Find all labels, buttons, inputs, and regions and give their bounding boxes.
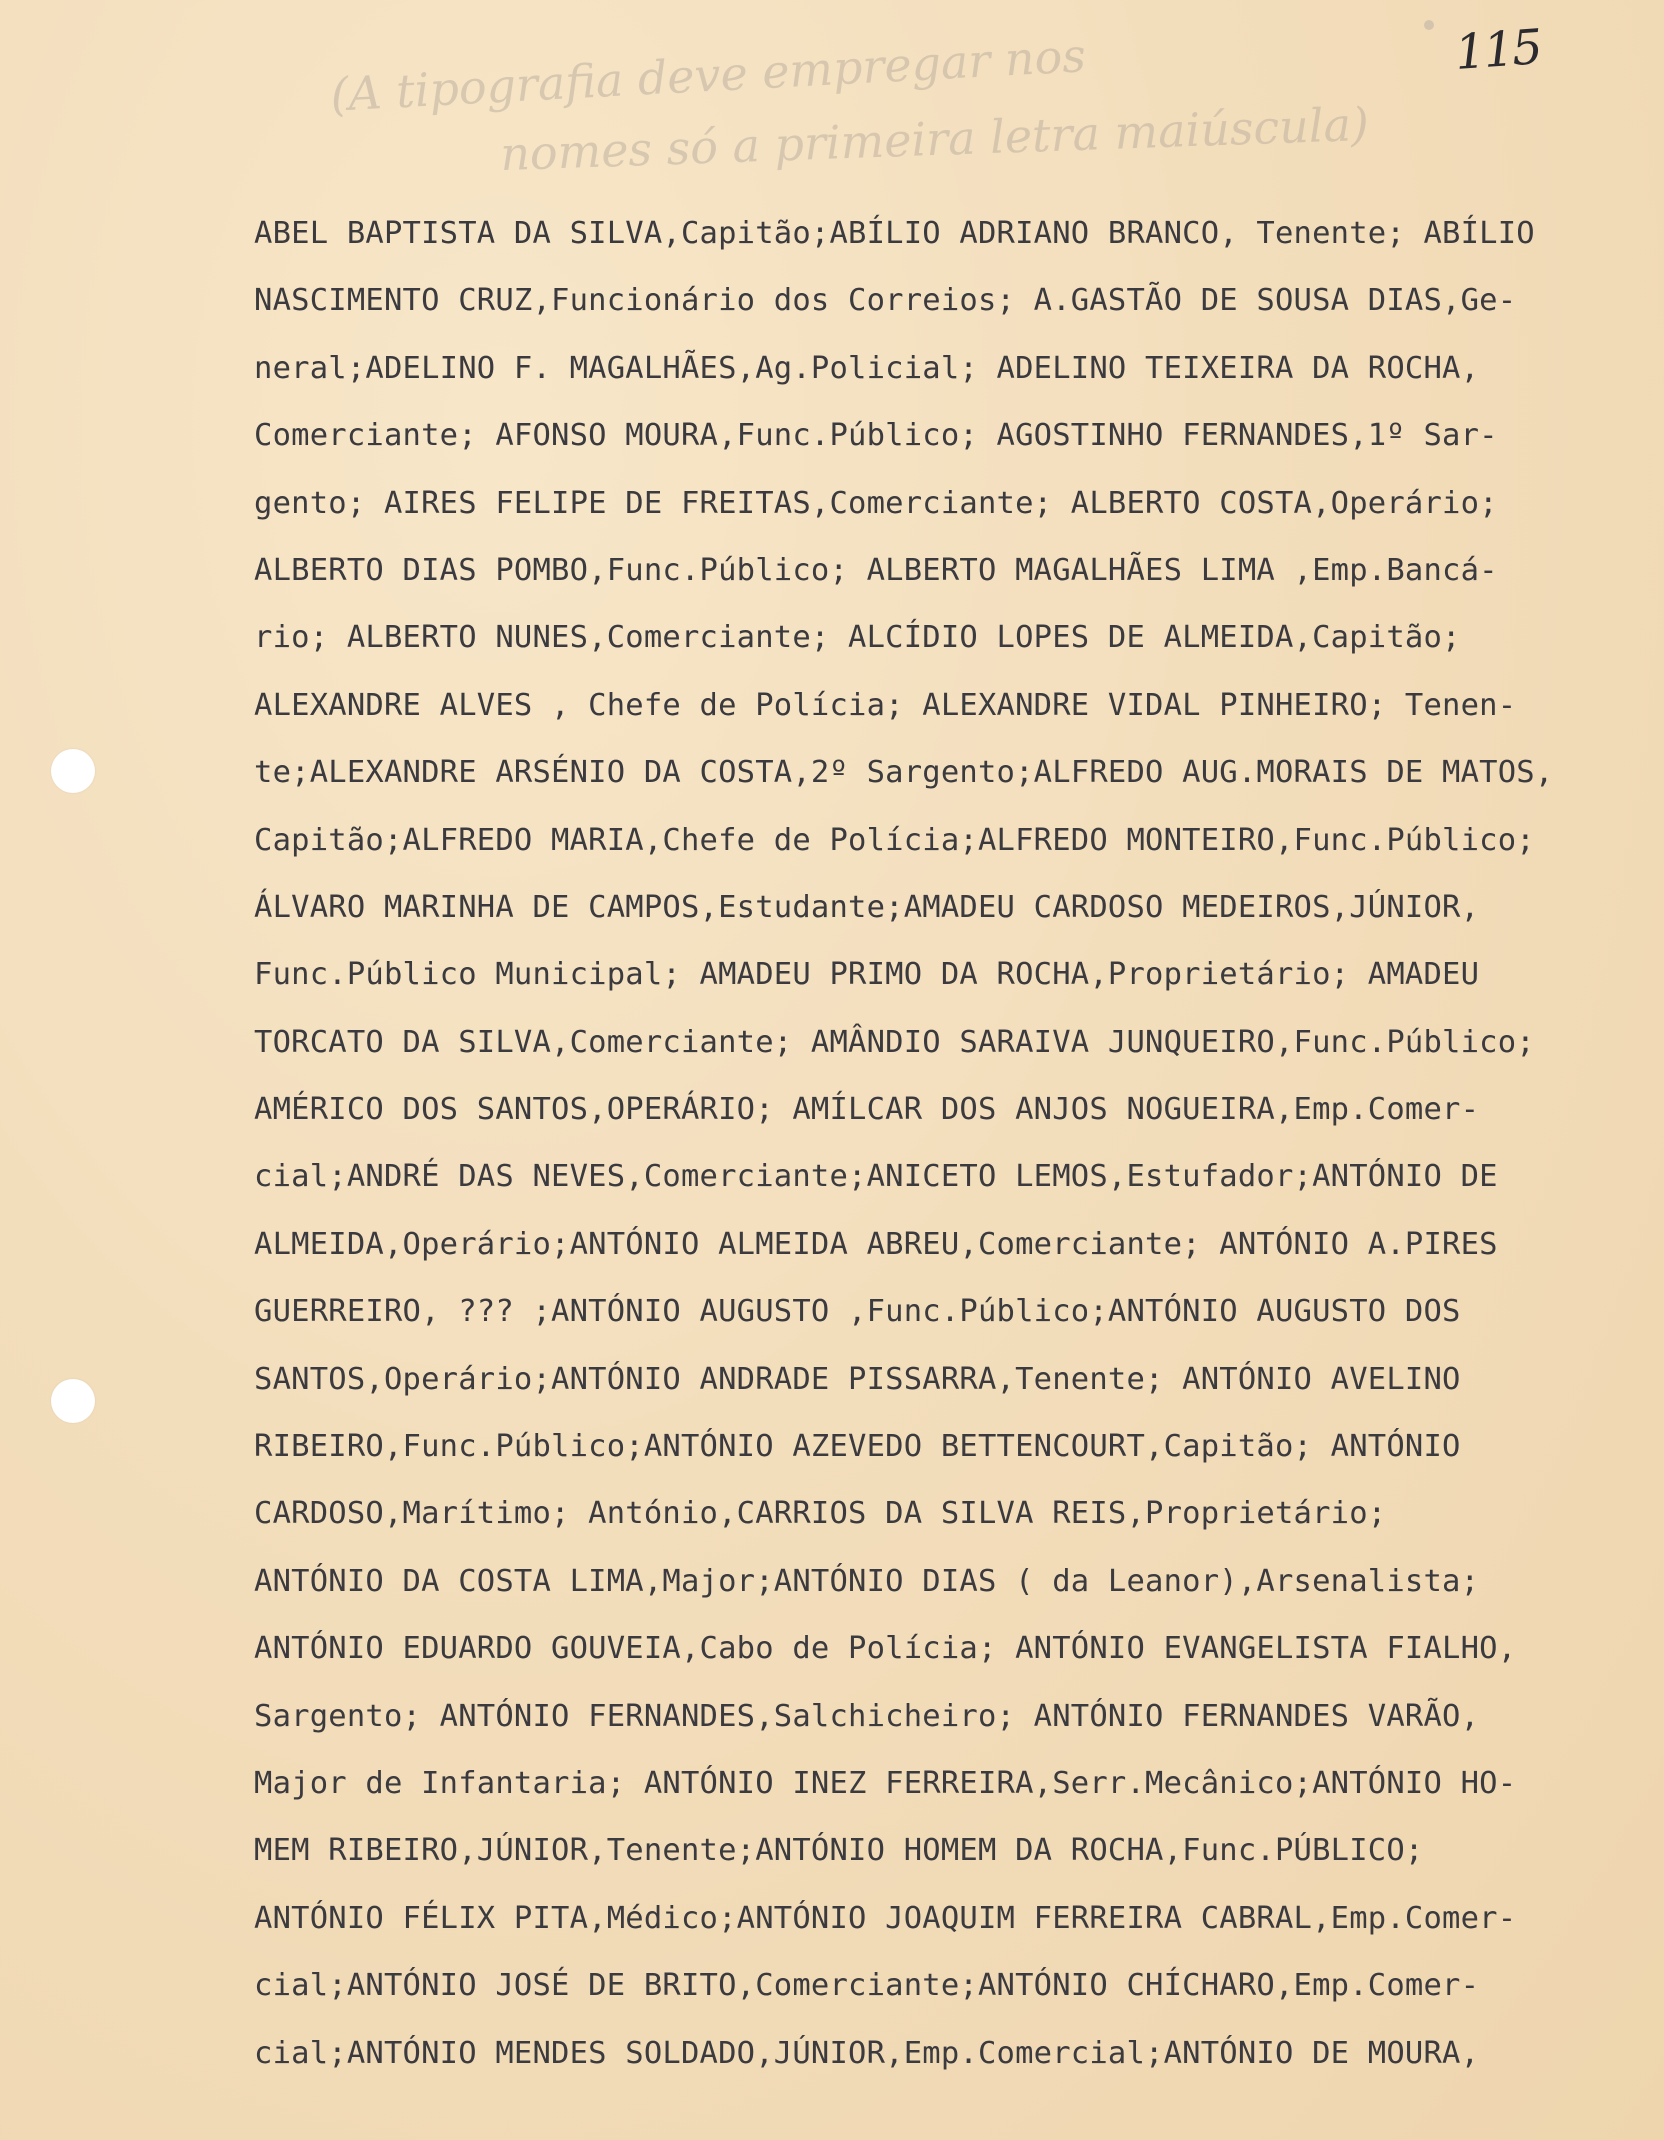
text-line: ANTÓNIO DA COSTA LIMA,Major;ANTÓNIO DIAS ( da Leanor),Arsenalista; — [254, 1563, 1480, 1599]
typed-name-list — [254, 200, 1654, 2087]
text-line: rio; ALBERTO NUNES,Comerciante; ALCÍDIO LOPES DE ALMEIDA,Capitão; — [254, 620, 1461, 656]
text-line: Capitão;ALFREDO MARIA,Chefe de Polícia;ALFREDO MONTEIRO,Func.Público; — [254, 822, 1535, 858]
text-line: SANTOS,Operário;ANTÓNIO ANDRADE PISSARRA,Tenente; ANTÓNIO AVELINO — [254, 1361, 1461, 1397]
text-line: AMÉRICO DOS SANTOS,OPERÁRIO; AMÍLCAR DOS ANJOS NOGUEIRA,Emp.Comer- — [254, 1092, 1480, 1128]
pencil-note-line-2: nomes só a primeira letra maiúscula) — [499, 96, 1370, 182]
text-line: te;ALEXANDRE ARSÉNIO DA COSTA,2º Sargento;ALFREDO AUG.MORAIS DE MATOS, — [254, 755, 1554, 791]
text-line: TORCATO DA SILVA,Comerciante; AMÂNDIO SARAIVA JUNQUEIRO,Func.Público; — [254, 1024, 1535, 1060]
text-line: MEM RIBEIRO,JÚNIOR,Tenente;ANTÓNIO HOMEM DA ROCHA,Func.PÚBLICO; — [254, 1833, 1424, 1869]
punch-hole-top — [51, 749, 95, 793]
handwritten-page-number: 115 — [1453, 19, 1543, 81]
text-line: Major de Infantaria; ANTÓNIO INEZ FERREIRA,Serr.Mecânico;ANTÓNIO HO- — [254, 1765, 1517, 1801]
text-line: ABEL BAPTISTA DA SILVA,Capitão;ABÍLIO ADRIANO BRANCO, Tenente; ABÍLIO — [254, 216, 1535, 251]
text-line: cial;ANDRÉ DAS NEVES,Comerciante;ANICETO LEMOS,Estufador;ANTÓNIO DE — [254, 1159, 1498, 1195]
pencil-note-line-1: (A tipografia deve empregar nos — [329, 28, 1088, 122]
punch-hole-bottom — [51, 1379, 95, 1423]
text-line: GUERREIRO, ??? ;ANTÓNIO AUGUSTO ,Func.Público;ANTÓNIO AUGUSTO DOS — [254, 1294, 1461, 1330]
text-line: RIBEIRO,Func.Público;ANTÓNIO AZEVEDO BETTENCOURT,Capitão; ANTÓNIO — [254, 1429, 1461, 1465]
text-line: Func.Público Municipal; AMADEU PRIMO DA ROCHA,Proprietário; AMADEU — [254, 957, 1480, 993]
text-line: ALBERTO DIAS POMBO,Func.Público; ALBERTO MAGALHÃES LIMA ,Emp.Bancá- — [254, 552, 1498, 588]
text-line: ANTÓNIO EDUARDO GOUVEIA,Cabo de Polícia; ANTÓNIO EVANGELISTA FIALHO, — [254, 1631, 1517, 1667]
text-line: Sargento; ANTÓNIO FERNANDES,Salchicheiro; ANTÓNIO FERNANDES VARÃO, — [254, 1698, 1480, 1734]
text-line: ALMEIDA,Operário;ANTÓNIO ALMEIDA ABREU,Comerciante; ANTÓNIO A.PIRES — [254, 1226, 1498, 1262]
text-line: Comerciante; AFONSO MOURA,Func.Público; AGOSTINHO FERNANDES,1º Sar- — [254, 418, 1498, 454]
text-line: ANTÓNIO FÉLIX PITA,Médico;ANTÓNIO JOAQUIM FERREIRA CABRAL,Emp.Comer- — [254, 1900, 1517, 1936]
text-line: gento; AIRES FELIPE DE FREITAS,Comerciante; ALBERTO COSTA,Operário; — [254, 485, 1498, 521]
text-line: cial;ANTÓNIO MENDES SOLDADO,JÚNIOR,Emp.Comercial;ANTÓNIO DE MOURA, — [254, 2035, 1480, 2071]
text-line: cial;ANTÓNIO JOSÉ DE BRITO,Comerciante;ANTÓNIO CHÍCHARO,Emp.Comer- — [254, 1968, 1480, 2004]
text-line: NASCIMENTO CRUZ,Funcionário dos Correios; A.GASTÃO DE SOUSA DIAS,Ge- — [254, 283, 1517, 319]
paper-speck — [1424, 20, 1434, 30]
text-line: ALEXANDRE ALVES , Chefe de Polícia; ALEXANDRE VIDAL PINHEIRO; Tenen- — [254, 687, 1517, 723]
text-line: CARDOSO,Marítimo; António,CARRIOS DA SILVA REIS,Proprietário; — [254, 1496, 1387, 1532]
text-line: ÁLVARO MARINHA DE CAMPOS,Estudante;AMADEU CARDOSO MEDEIROS,JÚNIOR, — [254, 889, 1480, 925]
text-line: neral;ADELINO F. MAGALHÃES,Ag.Policial; ADELINO TEIXEIRA DA ROCHA, — [254, 350, 1480, 386]
